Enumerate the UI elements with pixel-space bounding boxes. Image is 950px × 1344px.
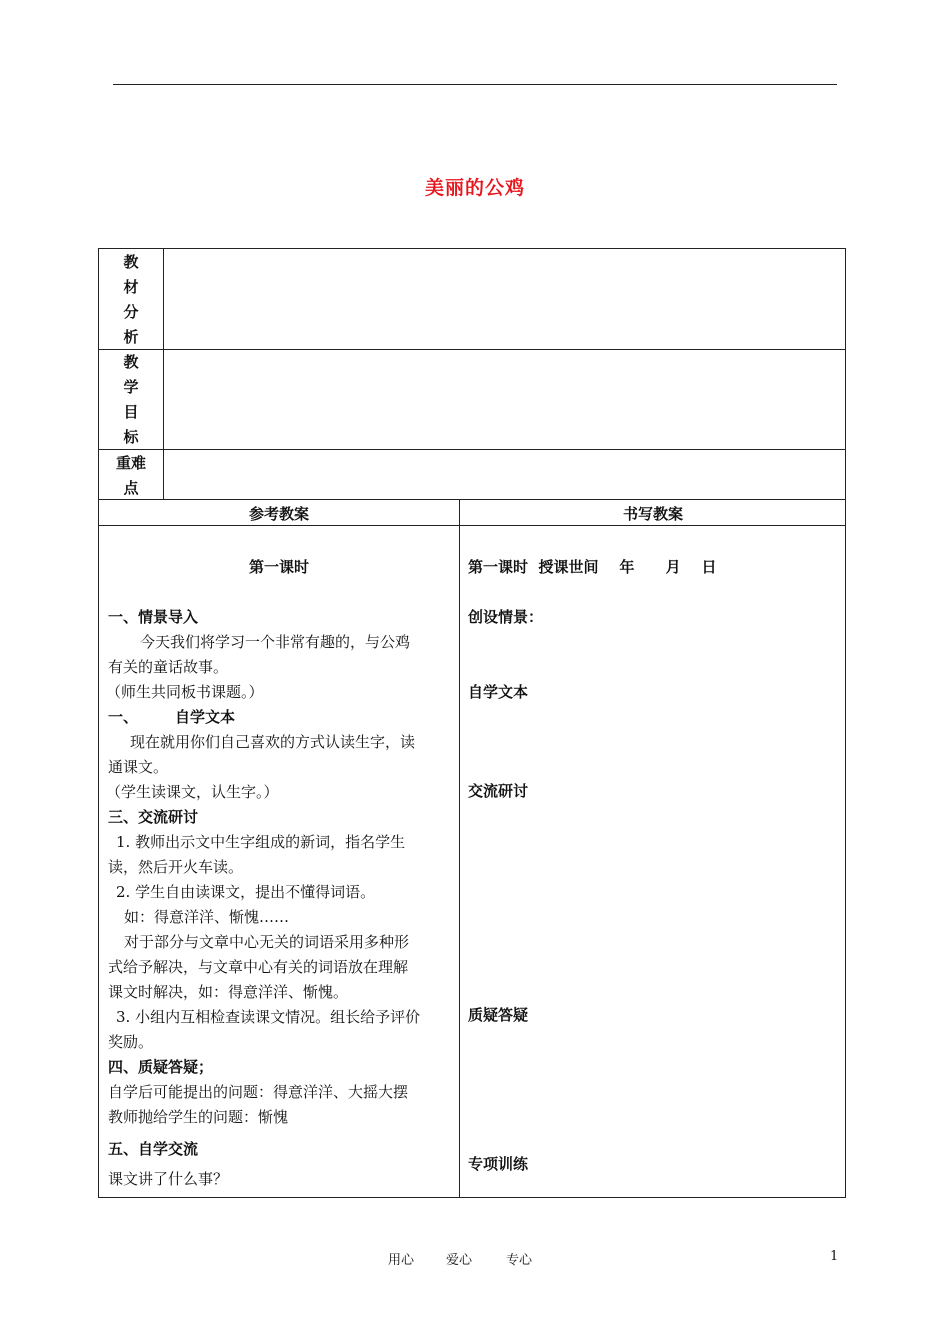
lesson-period-heading: 第一课时 <box>248 558 309 576</box>
section-heading: 专项训练 <box>468 1155 529 1173</box>
row-label-key-points: 重难 点 <box>115 454 146 497</box>
body-line: 有关的童话故事。 <box>108 658 229 676</box>
body-line: 如：得意洋洋、惭愧…… <box>124 908 290 926</box>
body-line: 式给予解决，与文章中心有关的词语放在理解 <box>108 958 409 976</box>
column-header-written-plan: 书写教案 <box>622 505 683 523</box>
footer-motto-item: 爱心 <box>446 1253 473 1268</box>
label-column-divider <box>163 248 164 499</box>
body-line: 课文时解决，如：得意洋洋、惭愧。 <box>108 983 349 1001</box>
column-header-reference-plan: 参考教案 <box>248 505 309 523</box>
section-heading: 质疑答疑 <box>468 1006 529 1024</box>
body-line: （师生共同板书课题。） <box>106 683 264 701</box>
body-line: （学生读课文，认生字。） <box>106 783 279 801</box>
column-divider <box>459 499 460 1198</box>
row-divider <box>98 349 846 350</box>
row-divider <box>98 525 846 526</box>
section-heading: 自学文本 <box>175 708 236 726</box>
section-heading: 一、情景导入 <box>108 608 199 626</box>
row-label-textbook-analysis: 教 材 分 析 <box>123 253 139 346</box>
row-divider <box>98 449 846 450</box>
footer-motto-item: 专心 <box>506 1253 533 1268</box>
body-line: 现在就用你们自己喜欢的方式认读生字，读 <box>130 733 416 751</box>
page-number: 1 <box>830 1249 839 1264</box>
body-line: 对于部分与文章中心无关的词语采用多种形 <box>124 933 410 951</box>
body-line: 3. 小组内互相检查读课文情况。组长给予评价 <box>116 1008 421 1026</box>
body-line: 通课文。 <box>108 758 169 776</box>
body-line: 奖励。 <box>108 1033 154 1051</box>
page-title: 美丽的公鸡 <box>424 177 525 199</box>
body-line: 读，然后开火车读。 <box>108 858 244 876</box>
body-line: 课文讲了什么事？ <box>108 1170 229 1188</box>
footer-motto-item: 用心 <box>388 1253 415 1268</box>
body-line: 教师抛给学生的问题：惭愧 <box>108 1108 289 1126</box>
row-label-teaching-goals: 教 学 目 标 <box>123 353 139 446</box>
section-heading: 创设情景： <box>468 608 544 626</box>
body-line: 1. 教师出示文中生字组成的新词，指名学生 <box>116 833 406 851</box>
lesson-period-schedule: 第一课时 授课世间 年 月 日 <box>468 558 717 576</box>
header-rule <box>113 84 837 85</box>
section-number: 一、 <box>108 708 139 726</box>
body-line: 2. 学生自由读课文，提出不懂得词语。 <box>116 883 376 901</box>
section-heading: 四、质疑答疑； <box>108 1058 214 1076</box>
section-heading: 自学文本 <box>468 683 529 701</box>
section-heading: 五、自学交流 <box>108 1140 199 1158</box>
row-divider <box>98 499 846 500</box>
body-line: 今天我们将学习一个非常有趣的，与公鸡 <box>140 633 411 651</box>
section-heading: 三、交流研讨 <box>108 808 199 826</box>
body-line: 自学后可能提出的问题：得意洋洋、大摇大摆 <box>108 1083 409 1101</box>
section-heading: 交流研讨 <box>468 782 529 800</box>
